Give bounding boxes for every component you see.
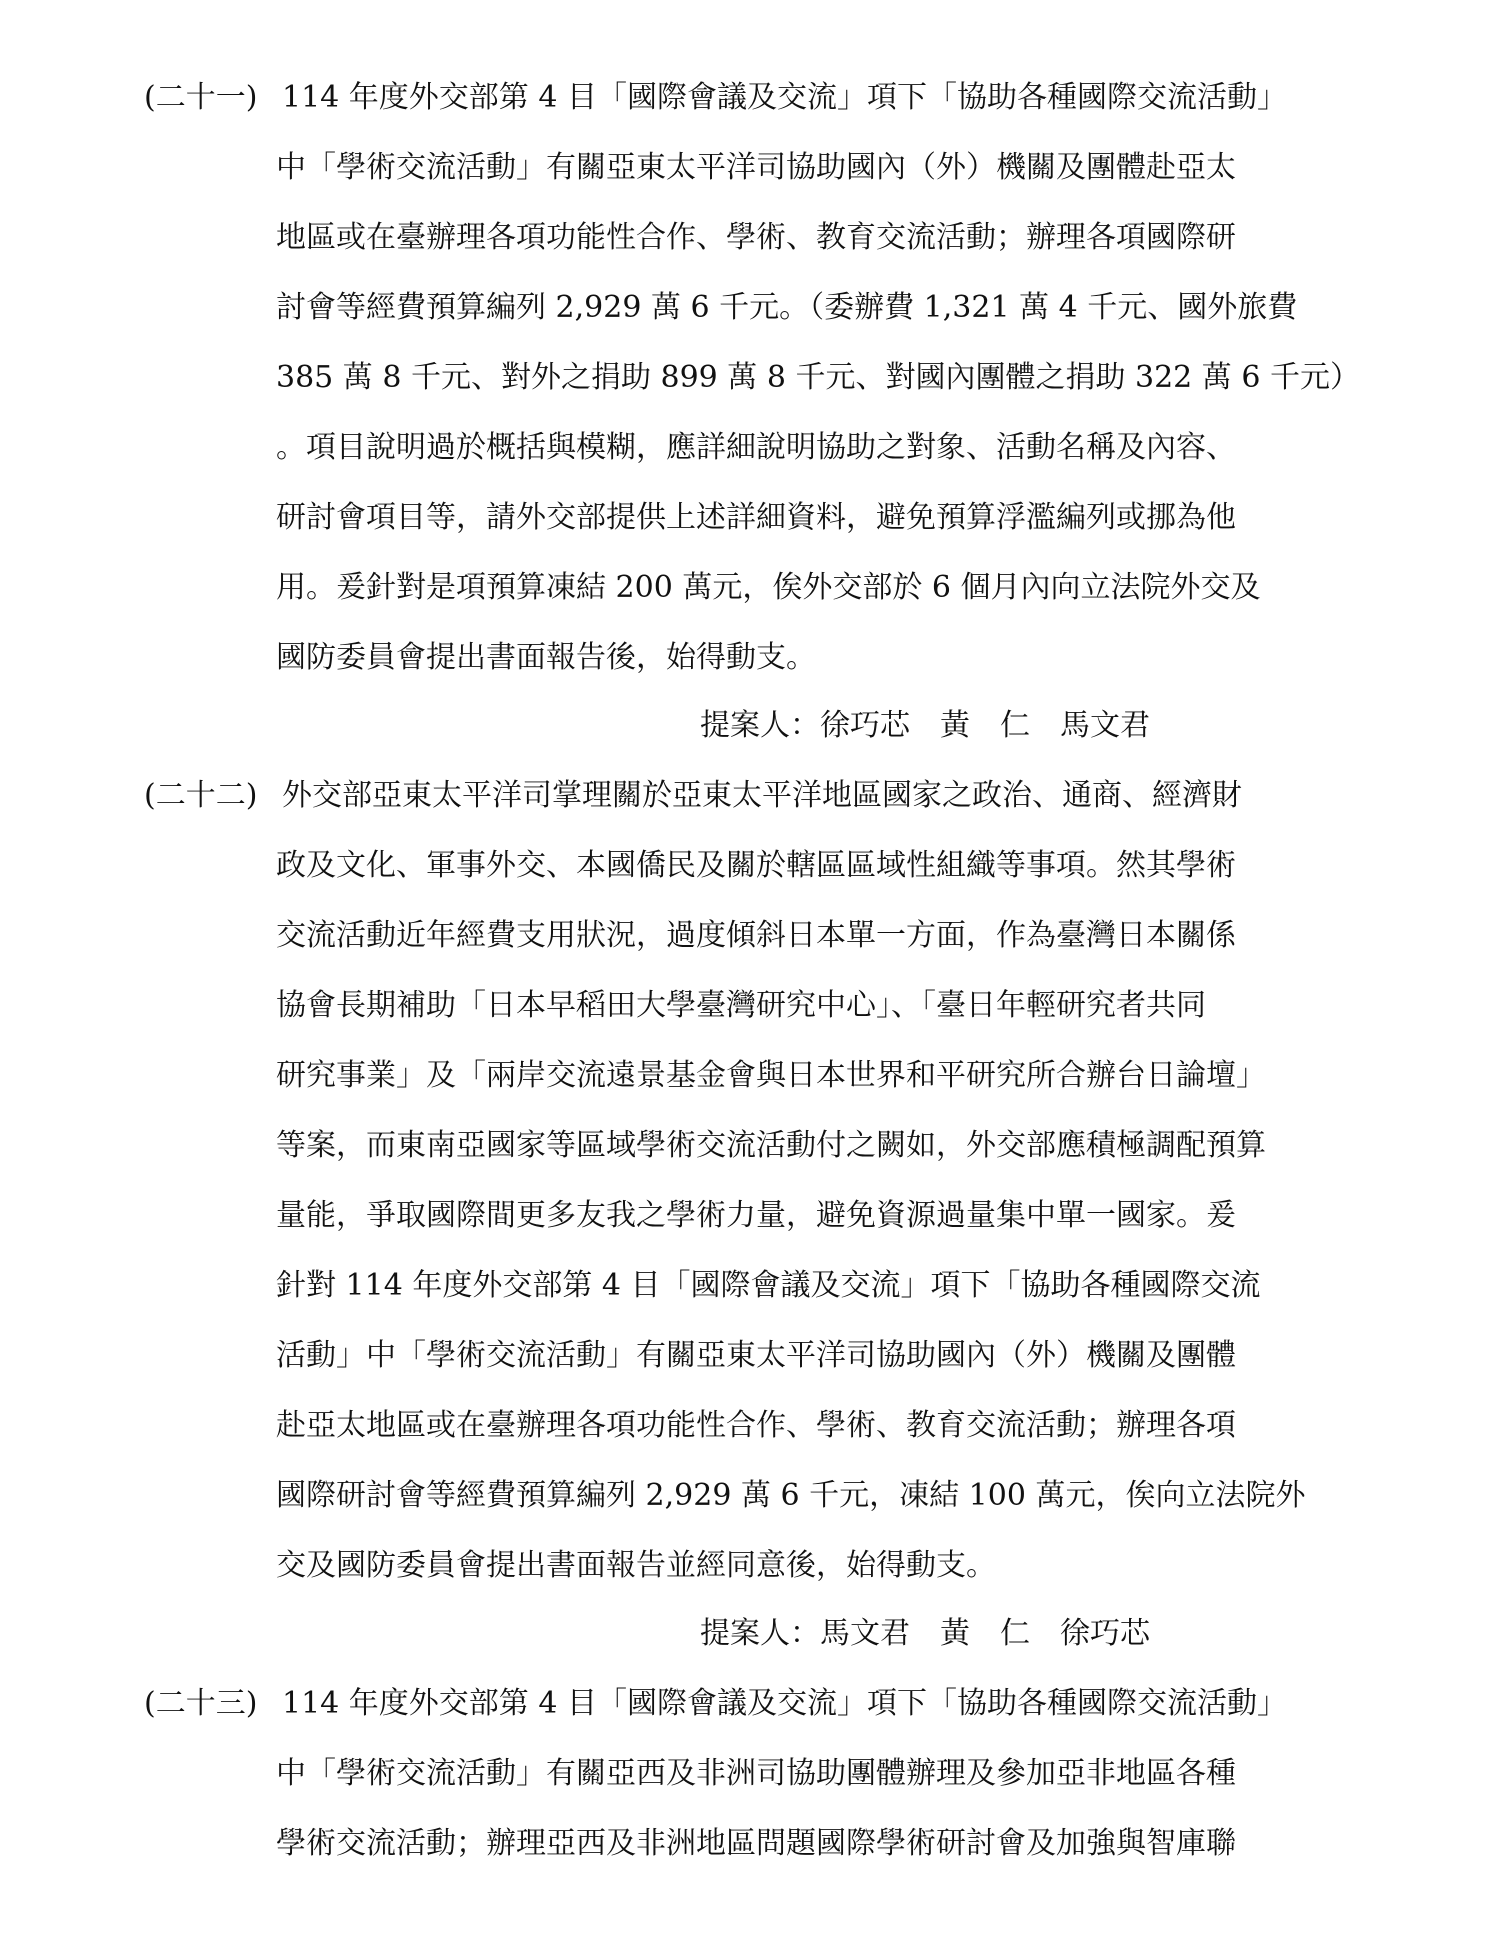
- paragraph-line: 討會等經費預算編列 2,929 萬 6 千元。（委辦費 1,321 萬 4 千元、國外旅費: [276, 290, 1298, 325]
- paragraph-line: 地區或在臺辦理各項功能性合作、學術、教育交流活動；辦理各項國際研: [276, 220, 1236, 255]
- paragraph-line: 政及文化、軍事外交、本國僑民及關於轄區區域性組織等事項。然其學術: [276, 848, 1236, 883]
- paragraph-line: 114 年度外交部第 4 目「國際會議及交流」項下「協助各種國際交流活動」: [282, 80, 1287, 115]
- section-number: (二十三): [144, 1686, 258, 1721]
- proposer-line: 提案人：馬文君 黃 仁 徐巧芯: [700, 1616, 1150, 1651]
- paragraph-line: 。項目說明過於概括與模糊，應詳細說明協助之對象、活動名稱及內容、: [276, 430, 1236, 465]
- paragraph-line: 外交部亞東太平洋司掌理關於亞東太平洋地區國家之政治、通商、經濟財: [282, 778, 1242, 813]
- paragraph-line: 國際研討會等經費預算編列 2,929 萬 6 千元，凍結 100 萬元，俟向立法院外: [276, 1478, 1306, 1513]
- section-number: (二十一): [144, 80, 258, 115]
- paragraph-line: 114 年度外交部第 4 目「國際會議及交流」項下「協助各種國際交流活動」: [282, 1686, 1287, 1721]
- section-number: (二十二): [144, 778, 258, 813]
- paragraph-line: 385 萬 8 千元、對外之捐助 899 萬 8 千元、對國內團體之捐助 322 萬 6 千元）: [276, 360, 1360, 395]
- proposer-line: 提案人：徐巧芯 黃 仁 馬文君: [700, 708, 1150, 743]
- paragraph-line: 針對 114 年度外交部第 4 目「國際會議及交流」項下「協助各種國際交流: [276, 1268, 1261, 1303]
- paragraph-line: 赴亞太地區或在臺辦理各項功能性合作、學術、教育交流活動；辦理各項: [276, 1408, 1236, 1443]
- paragraph-line: 研究事業」及「兩岸交流遠景基金會與日本世界和平研究所合辦台日論壇」: [276, 1058, 1266, 1093]
- paragraph-line: 研討會項目等，請外交部提供上述詳細資料，避免預算浮濫編列或挪為他: [276, 500, 1236, 535]
- paragraph-line: 國防委員會提出書面報告後，始得動支。: [276, 640, 816, 675]
- paragraph-line: 等案，而東南亞國家等區域學術交流活動付之闕如，外交部應積極調配預算: [276, 1128, 1266, 1163]
- paragraph-line: 中「學術交流活動」有關亞東太平洋司協助國內（外）機關及團體赴亞太: [276, 150, 1236, 185]
- paragraph-line: 學術交流活動；辦理亞西及非洲地區問題國際學術研討會及加強與智庫聯: [276, 1826, 1236, 1861]
- paragraph-line: 活動」中「學術交流活動」有關亞東太平洋司協助國內（外）機關及團體: [276, 1338, 1236, 1373]
- paragraph-line: 量能，爭取國際間更多友我之學術力量，避免資源過量集中單一國家。爰: [276, 1198, 1236, 1233]
- paragraph-line: 中「學術交流活動」有關亞西及非洲司協助團體辦理及參加亞非地區各種: [276, 1756, 1236, 1791]
- paragraph-line: 協會長期補助「日本早稻田大學臺灣研究中心」、「臺日年輕研究者共同: [276, 988, 1206, 1023]
- paragraph-line: 交流活動近年經費支用狀況，過度傾斜日本單一方面，作為臺灣日本關係: [276, 918, 1236, 953]
- paragraph-line: 用。爰針對是項預算凍結 200 萬元，俟外交部於 6 個月內向立法院外交及: [276, 570, 1261, 605]
- paragraph-line: 交及國防委員會提出書面報告並經同意後，始得動支。: [276, 1548, 996, 1583]
